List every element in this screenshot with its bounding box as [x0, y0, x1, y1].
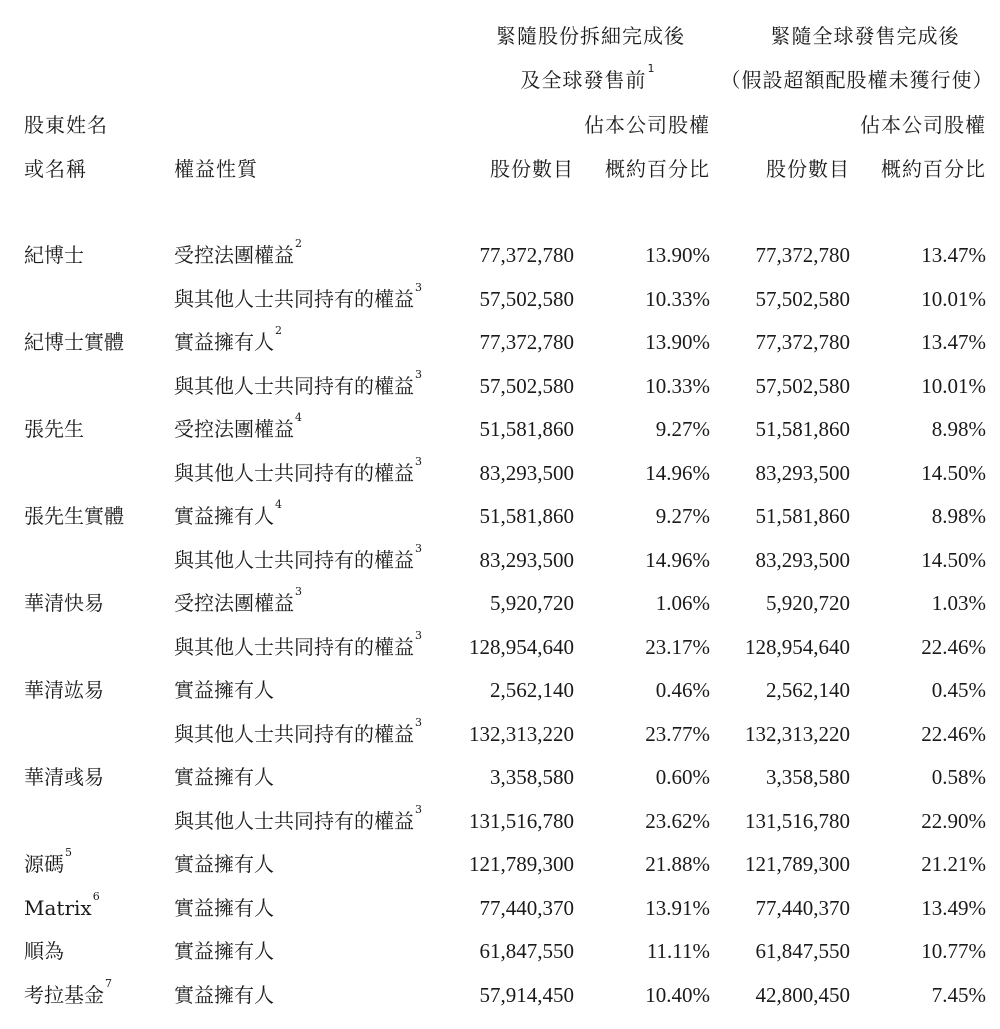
pct-after: 8.98%	[931, 417, 986, 441]
holder-name: Matrix$^6$	[24, 890, 100, 920]
holder-name: 張先生	[24, 417, 84, 441]
pct-after: 22.90%	[921, 809, 986, 833]
interest-nature: 與其他人士共同持有的權益$^3$	[174, 803, 422, 833]
shares-after: 51,581,860	[755, 504, 850, 528]
shares-after: 2,562,140	[766, 678, 850, 702]
shares-before: 128,954,640	[469, 635, 574, 659]
pct-before: 13.90%	[645, 243, 710, 267]
holder-header-line2: 或名稱	[24, 157, 87, 181]
pct-before: 21.88%	[645, 852, 710, 876]
shares-after: 77,372,780	[755, 243, 850, 267]
nature-header: 權益性質	[174, 157, 258, 181]
footnote-marker: 5	[65, 846, 72, 860]
pct-after: 10.77%	[921, 939, 986, 963]
holder-name	[24, 548, 25, 572]
pct-after: 21.21%	[921, 852, 986, 876]
interest-nature: 實益擁有人	[174, 678, 274, 702]
interest-nature: 實益擁有人$^4$	[174, 498, 282, 528]
interest-nature: 與其他人士共同持有的權益$^3$	[174, 368, 422, 398]
shares-after: 132,313,220	[745, 722, 850, 746]
footnote-marker: 3	[295, 585, 302, 599]
footnote-marker: 3	[415, 281, 422, 295]
footnote-marker: 3	[415, 716, 422, 730]
interest-nature: 與其他人士共同持有的權益$^3$	[174, 281, 422, 311]
holder-name	[24, 461, 25, 485]
pct-after: 1.03%	[931, 591, 986, 615]
group2-title-line1: 緊隨全球發售完成後	[770, 24, 960, 48]
group1-title-line1: 緊隨股份拆細完成後	[496, 24, 685, 48]
interest-nature: 實益擁有人	[174, 852, 274, 876]
group2-title-line2: （假設超額配股權未獲行使）	[720, 68, 994, 92]
shares-after: 121,789,300	[745, 852, 850, 876]
shares-after: 77,372,780	[755, 330, 850, 354]
holder-name	[24, 287, 25, 311]
interest-nature: 實益擁有人	[174, 983, 274, 1007]
interest-nature: 受控法團權益$^3$	[174, 585, 302, 615]
shares-before: 77,440,370	[479, 896, 574, 920]
shares-before: 121,789,300	[469, 852, 574, 876]
pct-before-header-line2: 概約百分比	[605, 157, 710, 181]
interest-nature: 與其他人士共同持有的權益$^3$	[174, 716, 422, 746]
footnote-marker: 3	[415, 803, 422, 817]
holder-name	[24, 374, 25, 398]
pct-after: 22.46%	[921, 635, 986, 659]
footnote-marker: 6	[92, 890, 100, 904]
holder-name	[24, 635, 25, 659]
shares-after: 128,954,640	[745, 635, 850, 659]
shares-after: 5,920,720	[766, 591, 850, 615]
pct-before: 23.77%	[645, 722, 710, 746]
shares-after: 57,502,580	[755, 287, 850, 311]
holder-name: 順為	[24, 939, 64, 963]
shares-after: 42,800,450	[755, 983, 850, 1007]
pct-before: 0.60%	[655, 765, 710, 789]
interest-nature: 與其他人士共同持有的權益$^3$	[174, 455, 422, 485]
holder-name: 華清彧易	[24, 765, 104, 789]
pct-after: 0.45%	[931, 678, 986, 702]
shares-before: 3,358,580	[490, 765, 574, 789]
pct-before: 10.40%	[645, 983, 710, 1007]
interest-nature: 與其他人士共同持有的權益$^3$	[174, 629, 422, 659]
interest-nature: 實益擁有人$^2$	[174, 324, 282, 354]
holder-name: 源碼$^5$	[24, 846, 72, 876]
interest-nature: 實益擁有人	[174, 765, 274, 789]
pct-before: 0.46%	[655, 678, 710, 702]
shares-before: 77,372,780	[479, 330, 574, 354]
interest-nature: 與其他人士共同持有的權益$^3$	[174, 542, 422, 572]
pct-after-header-line2: 概約百分比	[881, 157, 986, 181]
shares-after: 83,293,500	[755, 548, 850, 572]
pct-after: 10.01%	[921, 374, 986, 398]
footnote-marker: 3	[415, 629, 422, 643]
footnote-marker: 4	[275, 498, 282, 512]
shares-after: 77,440,370	[755, 896, 850, 920]
holder-name: 考拉基金$^7$	[24, 977, 112, 1007]
footnote-marker: 3	[415, 542, 422, 556]
shares-before: 57,502,580	[479, 287, 574, 311]
pct-before: 14.96%	[645, 461, 710, 485]
pct-before-header-line1: 佔本公司股權	[584, 113, 710, 137]
footnote-marker: 3	[415, 455, 422, 469]
shares-before: 83,293,500	[479, 461, 574, 485]
footnote-marker: 2	[275, 324, 282, 338]
shares-before-header: 股份數目	[490, 157, 574, 181]
interest-nature: 實益擁有人	[174, 896, 274, 920]
pct-before: 23.62%	[645, 809, 710, 833]
pct-after: 10.01%	[921, 287, 986, 311]
shares-before: 5,920,720	[490, 591, 574, 615]
shares-before: 57,502,580	[479, 374, 574, 398]
interest-nature: 受控法團權益$^2$	[174, 237, 302, 267]
shares-after: 83,293,500	[755, 461, 850, 485]
shares-after: 61,847,550	[755, 939, 850, 963]
pct-after: 13.49%	[921, 896, 986, 920]
pct-after: 8.98%	[931, 504, 986, 528]
pct-after: 14.50%	[921, 548, 986, 572]
pct-before: 13.90%	[645, 330, 710, 354]
pct-before: 1.06%	[655, 591, 710, 615]
shares-before: 131,516,780	[469, 809, 574, 833]
shares-before: 2,562,140	[490, 678, 574, 702]
holder-name: 華清快易	[24, 591, 104, 615]
holder-name: 紀博士	[24, 243, 84, 267]
shares-before: 77,372,780	[479, 243, 574, 267]
interest-nature: 受控法團權益$^4$	[174, 411, 302, 441]
shares-after: 131,516,780	[745, 809, 850, 833]
pct-after: 13.47%	[921, 330, 986, 354]
pct-before: 10.33%	[645, 374, 710, 398]
shares-before: 83,293,500	[479, 548, 574, 572]
pct-after: 13.47%	[921, 243, 986, 267]
pct-after: 22.46%	[921, 722, 986, 746]
footnote-marker: 3	[415, 368, 422, 382]
shares-after: 51,581,860	[755, 417, 850, 441]
pct-before: 11.11%	[646, 939, 710, 963]
pct-before: 9.27%	[655, 504, 710, 528]
pct-before: 13.91%	[645, 896, 710, 920]
group1-title-line2: 及全球發售前$^1$	[520, 62, 656, 92]
holder-name	[24, 809, 25, 833]
footnote-marker: 7	[105, 977, 112, 991]
interest-nature: 實益擁有人	[174, 939, 274, 963]
footnote-marker: 4	[295, 411, 302, 425]
shares-after-header: 股份數目	[766, 157, 850, 181]
shares-before: 57,914,450	[479, 983, 574, 1007]
pct-before: 10.33%	[645, 287, 710, 311]
holder-header-line1: 股東姓名	[24, 113, 108, 137]
pct-before: 9.27%	[655, 417, 710, 441]
footnote-marker: 2	[295, 237, 302, 251]
shares-before: 61,847,550	[479, 939, 574, 963]
pct-after-header-line1: 佔本公司股權	[860, 113, 986, 137]
pct-after: 7.45%	[931, 983, 986, 1007]
pct-after: 14.50%	[921, 461, 986, 485]
pct-before: 23.17%	[645, 635, 710, 659]
holder-name: 張先生實體	[24, 504, 124, 528]
shares-after: 57,502,580	[755, 374, 850, 398]
pct-after: 0.58%	[931, 765, 986, 789]
holder-name: 紀博士實體	[24, 330, 124, 354]
holder-name: 華清竑易	[24, 678, 104, 702]
shares-before: 132,313,220	[469, 722, 574, 746]
pct-before: 14.96%	[645, 548, 710, 572]
shares-before: 51,581,860	[479, 417, 574, 441]
shares-before: 51,581,860	[479, 504, 574, 528]
shares-after: 3,358,580	[766, 765, 850, 789]
holder-name	[24, 722, 25, 746]
